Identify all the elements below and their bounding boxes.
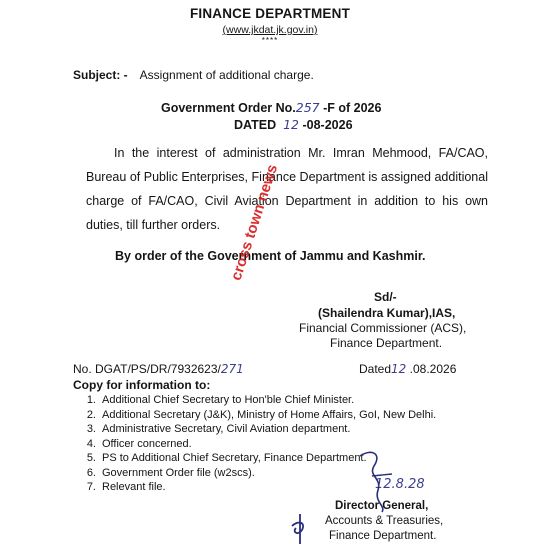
list-item: 4. Officer concerned. — [86, 437, 192, 450]
reference-dated-day-handwritten: 12 — [391, 362, 407, 376]
reference-number-prefix: No. DGAT/PS/DR/7932623/ — [73, 362, 221, 376]
order-number-line — [161, 100, 381, 115]
order-number-handwritten: 257 — [295, 100, 320, 115]
department-title: FINANCE DEPARTMENT — [189, 6, 351, 21]
subject-text: Assignment of additional charge. — [139, 68, 314, 82]
by-order-line: By order of the Government of Jammu and Kashmir. — [115, 249, 426, 263]
order-dated-rest: -08-2026 — [302, 118, 353, 132]
director-line-3: Finance Department. — [329, 530, 437, 542]
signatory-name: (Shailendra Kumar),IAS, — [318, 306, 456, 320]
signatory-sd: Sd/- — [374, 290, 397, 304]
copy-heading: Copy for information to: — [73, 378, 211, 392]
order-prefix: Government Order No. — [161, 101, 296, 115]
initial-mark-icon — [288, 512, 312, 546]
signature-scribble-icon — [352, 446, 412, 516]
director-line-1: Director General, — [335, 500, 429, 512]
signatory-designation: Financial Commissioner (ACS), — [299, 321, 467, 335]
order-suffix: -F of 2026 — [323, 101, 382, 115]
reference-date — [359, 362, 456, 376]
list-item: 5. PS to Additional Chief Secretary, Finance Department. — [86, 452, 367, 464]
header-stars: **** — [261, 36, 279, 45]
order-body-paragraph — [86, 141, 488, 237]
order-dated-day-handwritten: 12 — [283, 117, 299, 132]
subject-line — [73, 68, 314, 82]
list-item: 3. Administrative Secretary, Civil Aviation department. — [86, 423, 351, 435]
list-item: 7. Relevant file. — [86, 481, 166, 493]
initial-date-handwritten: 12.8.28 — [375, 477, 425, 492]
list-item: 1. Additional Chief Secretary to Hon'ble Chief Minister. — [86, 394, 355, 406]
watermark-text: cross town news — [227, 162, 282, 283]
reference-dated-label: Dated — [359, 362, 392, 376]
reference-number-handwritten: 271 — [220, 362, 244, 376]
order-dated-line — [234, 117, 353, 132]
list-item: 2. Additional Secretary (J&K), Ministry of Home Affairs, GoI, New Delhi. — [86, 408, 437, 421]
director-line-2: Accounts & Treasuries, — [325, 515, 444, 527]
reference-dated-rest: .08.2026 — [409, 362, 457, 376]
website-link[interactable]: (www.jkdat.jk.gov.in) — [222, 24, 318, 36]
order-dated-label: DATED — [234, 118, 277, 132]
subject-label: Subject: - — [73, 68, 128, 82]
list-item: 6. Government Order file (w2scs). — [86, 466, 255, 479]
reference-number — [73, 362, 244, 376]
signatory-department: Finance Department. — [330, 336, 443, 350]
order-body-text: In the interest of administration Mr. Imran Mehmood, FA/CAO, Bureau of Public Enterprises, Finance Department is assigned additional charge of FA/CAO, Civil Aviation Department in addition to his own duties, till further orders. — [86, 146, 488, 232]
